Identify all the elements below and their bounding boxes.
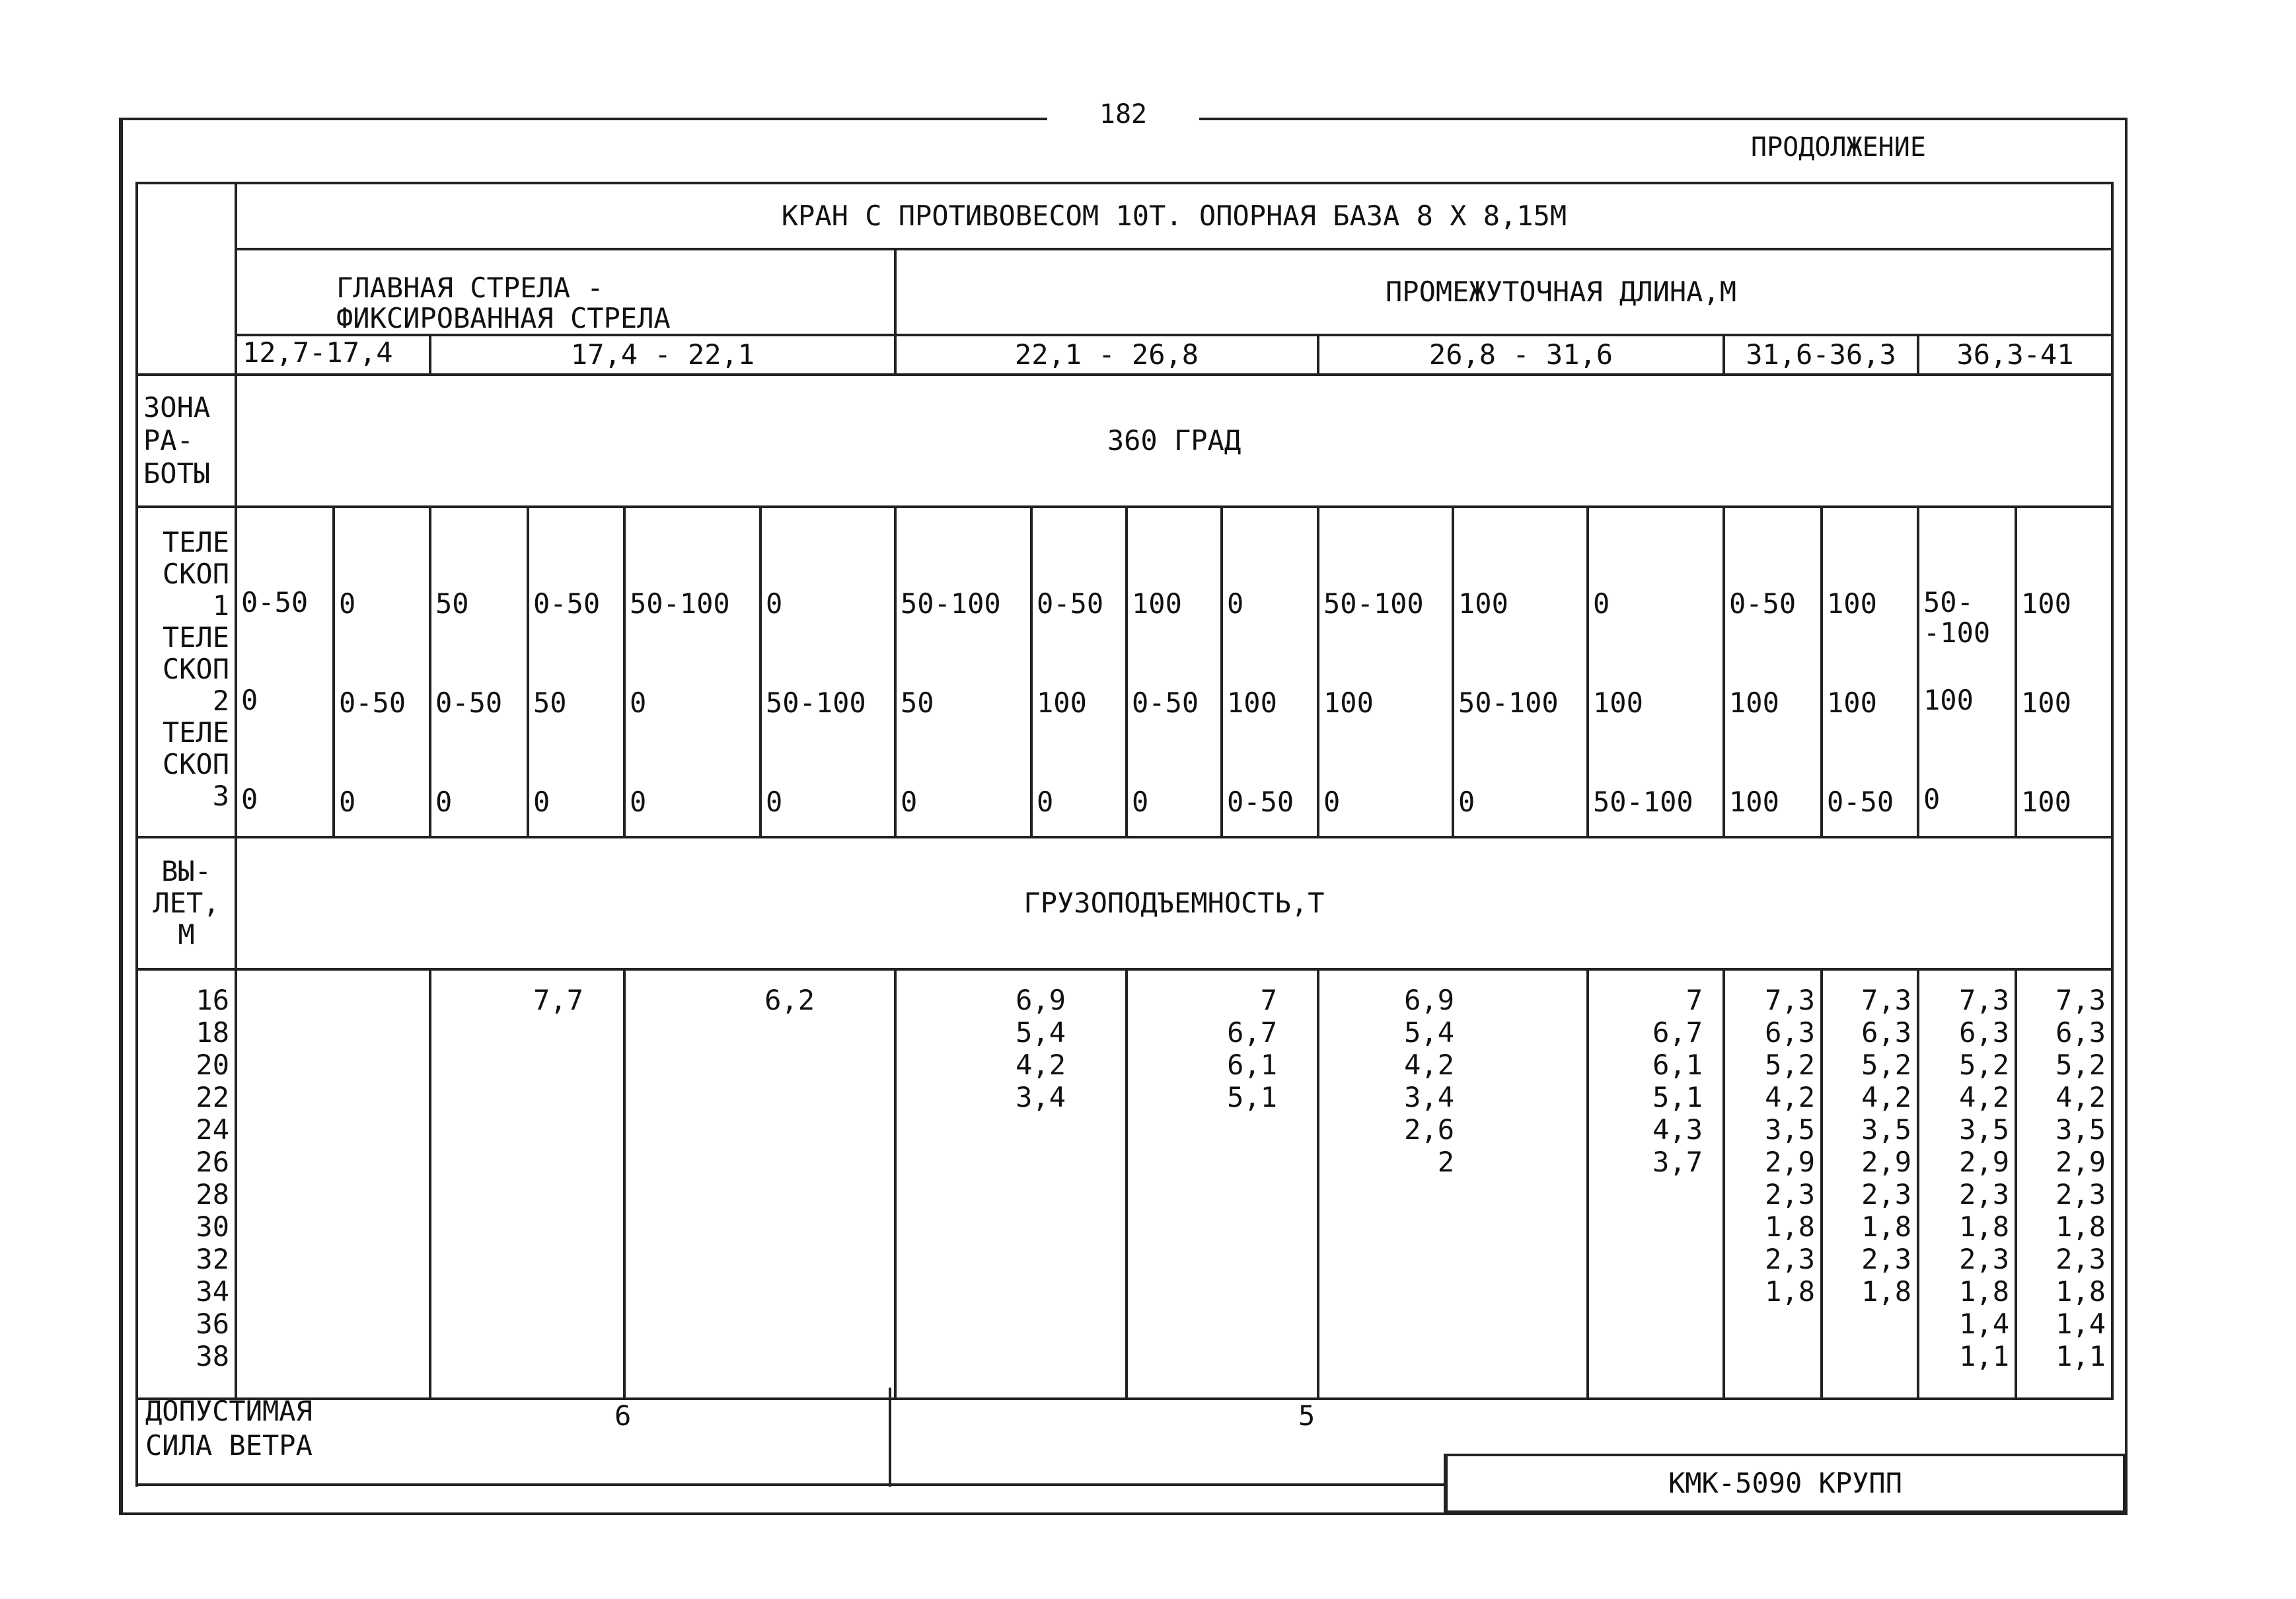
wind-divider — [889, 1388, 891, 1487]
range-17-22: 17,4 - 22,1 — [430, 335, 895, 375]
page-number: 182 — [1070, 99, 1176, 130]
table-title: КРАН С ПРОТИВОВЕСОМ 10Т. ОПОРНАЯ БАЗА 8 Х 8,15М — [236, 183, 2112, 249]
tele-col-7: 50-100 50 0 — [895, 507, 1031, 837]
intermediate-length-header: ПРОМЕЖУТОЧНАЯ ДЛИНА,М — [895, 249, 2112, 335]
tele-col-8: 0-50 100 0 — [1031, 507, 1127, 837]
col-g: 7 6,7 6,1 5,1 4,3 3,7 — [1588, 969, 1724, 1399]
tele-col-17: 100 100 100 — [2016, 507, 2112, 837]
tele-col-2: 0 0-50 0 — [334, 507, 430, 837]
tele-col-15: 100 100 0-50 — [1822, 507, 1918, 837]
load-chart-table — [135, 182, 2114, 1400]
col-i: 7,3 6,3 5,2 4,2 3,5 2,9 2,3 1,8 2,3 1,8 — [1822, 969, 1918, 1399]
col-j: 7,3 6,3 5,2 4,2 3,5 2,9 2,3 1,8 2,3 1,8 1,4 1,1 — [1918, 969, 2016, 1399]
tele-col-9: 100 0-50 0 — [1127, 507, 1222, 837]
tele-col-5: 50-100 0 0 — [624, 507, 760, 837]
tele-col-10: 0 100 0-50 — [1222, 507, 1318, 837]
reach-values: 16 18 20 22 24 26 28 30 32 34 36 38 — [137, 969, 236, 1399]
tele-col-11: 50-100 100 0 — [1318, 507, 1453, 837]
capacity-label: ГРУЗОПОДЪЕМНОСТЬ,Т — [236, 837, 2112, 969]
tele-col-12: 100 50-100 0 — [1453, 507, 1588, 837]
range-12-17: 12,7-17,4 — [236, 335, 430, 375]
col-d: 6,9 5,4 4,2 3,4 — [895, 969, 1127, 1399]
range-31-36: 31,6-36,3 — [1724, 335, 1918, 375]
col-h: 7,3 6,3 5,2 4,2 3,5 2,9 2,3 1,8 2,3 1,8 — [1724, 969, 1822, 1399]
tele-col-13: 0 100 50-100 — [1588, 507, 1724, 837]
telescope-label: ТЕЛЕ СКОП 1 ТЕЛЕ СКОП 2 ТЕЛЕ СКОП 3 — [137, 507, 236, 837]
zone-value: 360 ГРАД — [236, 375, 2112, 507]
continuation-label: ПРОДОЛЖЕНИЕ — [1751, 132, 1926, 163]
tele-col-3: 50 0-50 0 — [430, 507, 528, 837]
col-f: 6,9 5,4 4,2 3,4 2,6 2 — [1318, 969, 1588, 1399]
range-26-31: 26,8 - 31,6 — [1318, 335, 1724, 375]
corner-cell — [137, 183, 236, 375]
main-boom-header: ГЛАВНАЯ СТРЕЛА - ФИКСИРОВАННАЯ СТРЕЛА — [236, 249, 895, 335]
wind-left-line — [135, 1381, 138, 1487]
range-22-26: 22,1 - 26,8 — [895, 335, 1318, 375]
tele-col-14: 0-50 100 100 — [1724, 507, 1822, 837]
zone-label: ЗОНА РА- БОТЫ — [137, 375, 236, 507]
col-k: 7,3 6,3 5,2 4,2 3,5 2,9 2,3 1,8 2,3 1,8 1,4 1,1 — [2016, 969, 2112, 1399]
wind-label: ДОПУСТИМАЯ СИЛА ВЕТРА — [145, 1395, 313, 1462]
wind-value-1: 6 — [614, 1399, 632, 1432]
col-c: 6,2 — [624, 969, 895, 1399]
capacity-row — [137, 969, 2112, 1399]
col-b: 7,7 — [430, 969, 624, 1399]
wind-value-2: 5 — [1298, 1399, 1315, 1432]
tele-col-6: 0 50-100 0 — [760, 507, 895, 837]
reach-label: ВЫ- ЛЕТ, М — [137, 837, 236, 969]
tele-col-16: 50- -100 100 0 — [1918, 507, 2016, 837]
range-36-41: 36,3-41 — [1918, 335, 2112, 375]
telescope-row — [137, 507, 2112, 837]
tele-col-4: 0-50 50 0 — [528, 507, 624, 837]
col-a — [236, 969, 430, 1399]
wind-bottom-line — [135, 1483, 1444, 1486]
crane-model-box: КМК-5090 КРУПП — [1444, 1454, 2126, 1513]
col-e: 7 6,7 6,1 5,1 — [1127, 969, 1318, 1399]
tele-col-1: 0-50 0 0 — [236, 507, 334, 837]
